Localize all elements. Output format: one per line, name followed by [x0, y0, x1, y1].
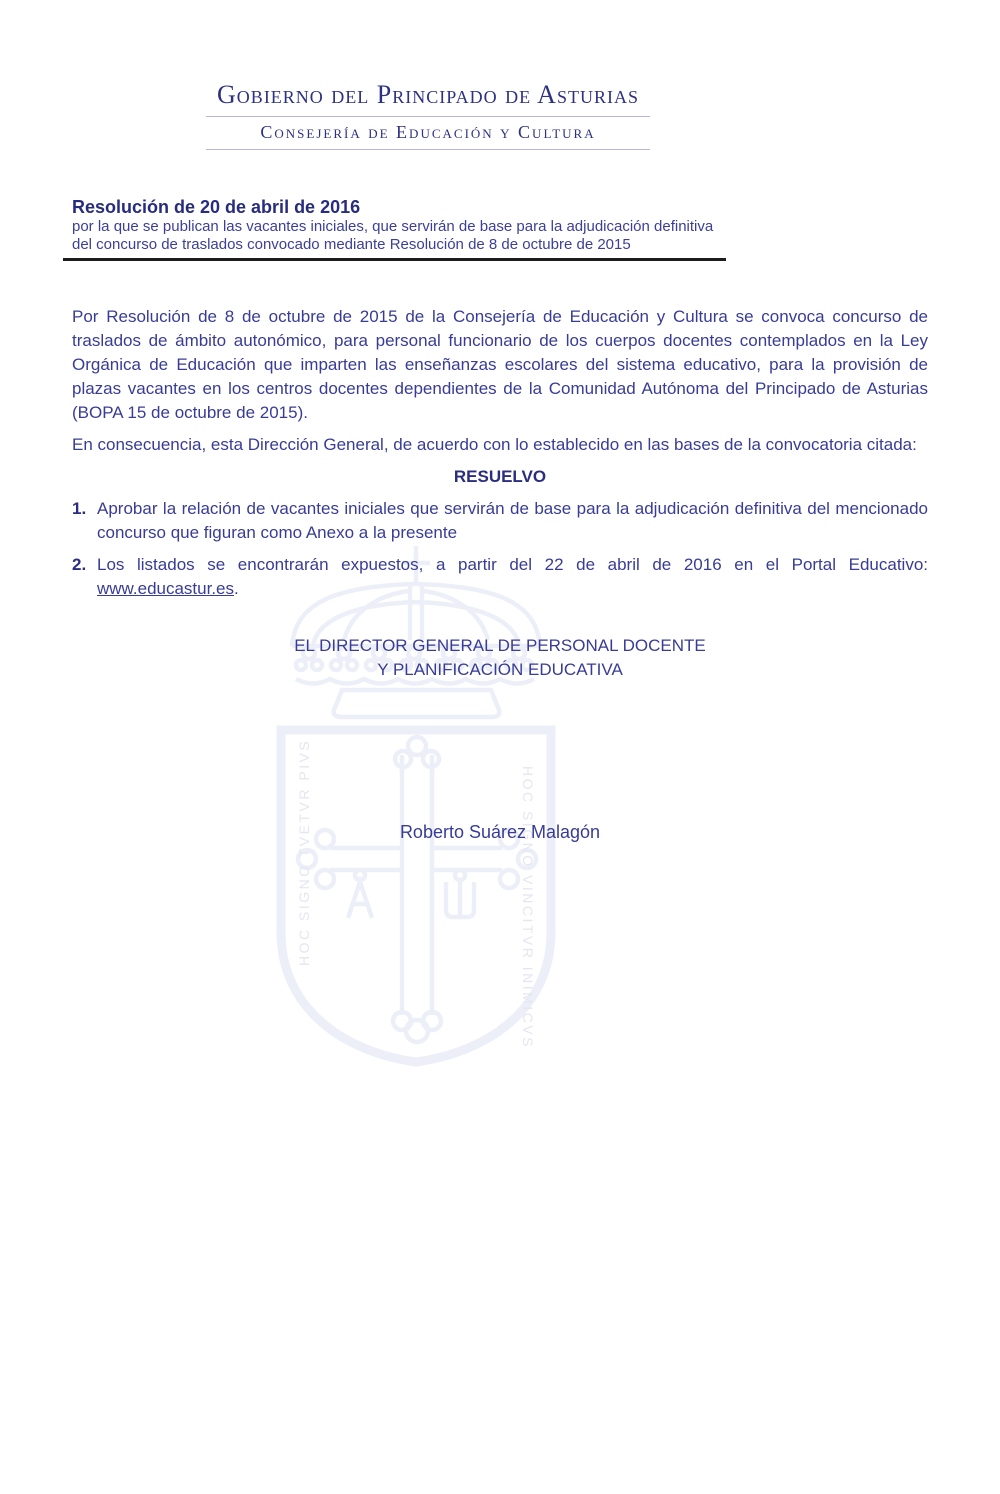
resolution-title: Resolución de 20 de abril de 2016: [72, 197, 361, 217]
item-1-number: 1.: [72, 499, 87, 518]
resolution-body: [72, 305, 928, 843]
resolution-subtitle-line-2: del concurso de traslados convocado mediante Resolución de 8 de octubre de 2015: [72, 236, 631, 253]
educastur-link[interactable]: www.educastur.es: [97, 579, 235, 598]
resolution-subtitle-line-1: por la que se publican las vacantes iniciales, que servirán de base para la adjudicación definitiva: [72, 218, 714, 235]
resolution-title-block: [72, 197, 1000, 254]
item-2-text: Los listados se encontrarán expuestos, a partir del 22 de abril de 2016 en el Portal Educativo:: [97, 555, 928, 574]
resolution-item-1: [72, 497, 928, 545]
item-1-text: Aprobar la relación de vacantes iniciales que servirán de base para la adjudicación definitiva del mencionado concurso que figuran como Anexo a la presente: [97, 499, 928, 542]
watermark-motto-left: HOC SIGNO TVETVR PIVS: [296, 738, 312, 966]
intro-paragraph: Por Resolución de 8 de octubre de 2015 de la Consejería de Educación y Cultura se convoca concurso de traslados de ámbito autonómico, para personal funcionario de los cuerpos docentes contemplados en la Ley Orgánica de Educación que imparten las enseñanzas escolares del sistema educativo, para la provisión de plazas vacantes en los centros docentes dependientes de la Comunidad Autónoma del Principado de Asturias (BOPA 15 de octubre de 2015).: [72, 307, 928, 422]
government-name: Gobierno del Principado de Asturias: [217, 80, 639, 109]
document-page: [0, 80, 1000, 1494]
signer-role-line-2: Y PLANIFICACIÓN EDUCATIVA: [377, 660, 623, 679]
signer-name: Roberto Suárez Malagón: [399, 822, 601, 842]
resolution-item-2: [72, 553, 928, 601]
signer-role: [72, 634, 928, 682]
item-2-suffix: .: [234, 579, 239, 598]
signer-role-line-1: EL DIRECTOR GENERAL DE PERSONAL DOCENTE: [294, 636, 706, 655]
department-name: Consejería de Educación y Cultura: [260, 122, 596, 142]
header-divider-bottom: [206, 149, 650, 150]
title-underline-rule: [63, 258, 726, 261]
item-2-number: 2.: [72, 555, 87, 574]
resuelvo-heading: RESUELVO: [453, 467, 547, 486]
header-divider-top: [206, 116, 650, 117]
watermark-motto-right: HOC SIGNO VINCITVR INIMICVS: [520, 766, 536, 1049]
letterhead: [206, 80, 650, 150]
consequence-paragraph: En consecuencia, esta Dirección General, de acuerdo con lo establecido en las bases de la convocatoria citada:: [72, 435, 917, 454]
